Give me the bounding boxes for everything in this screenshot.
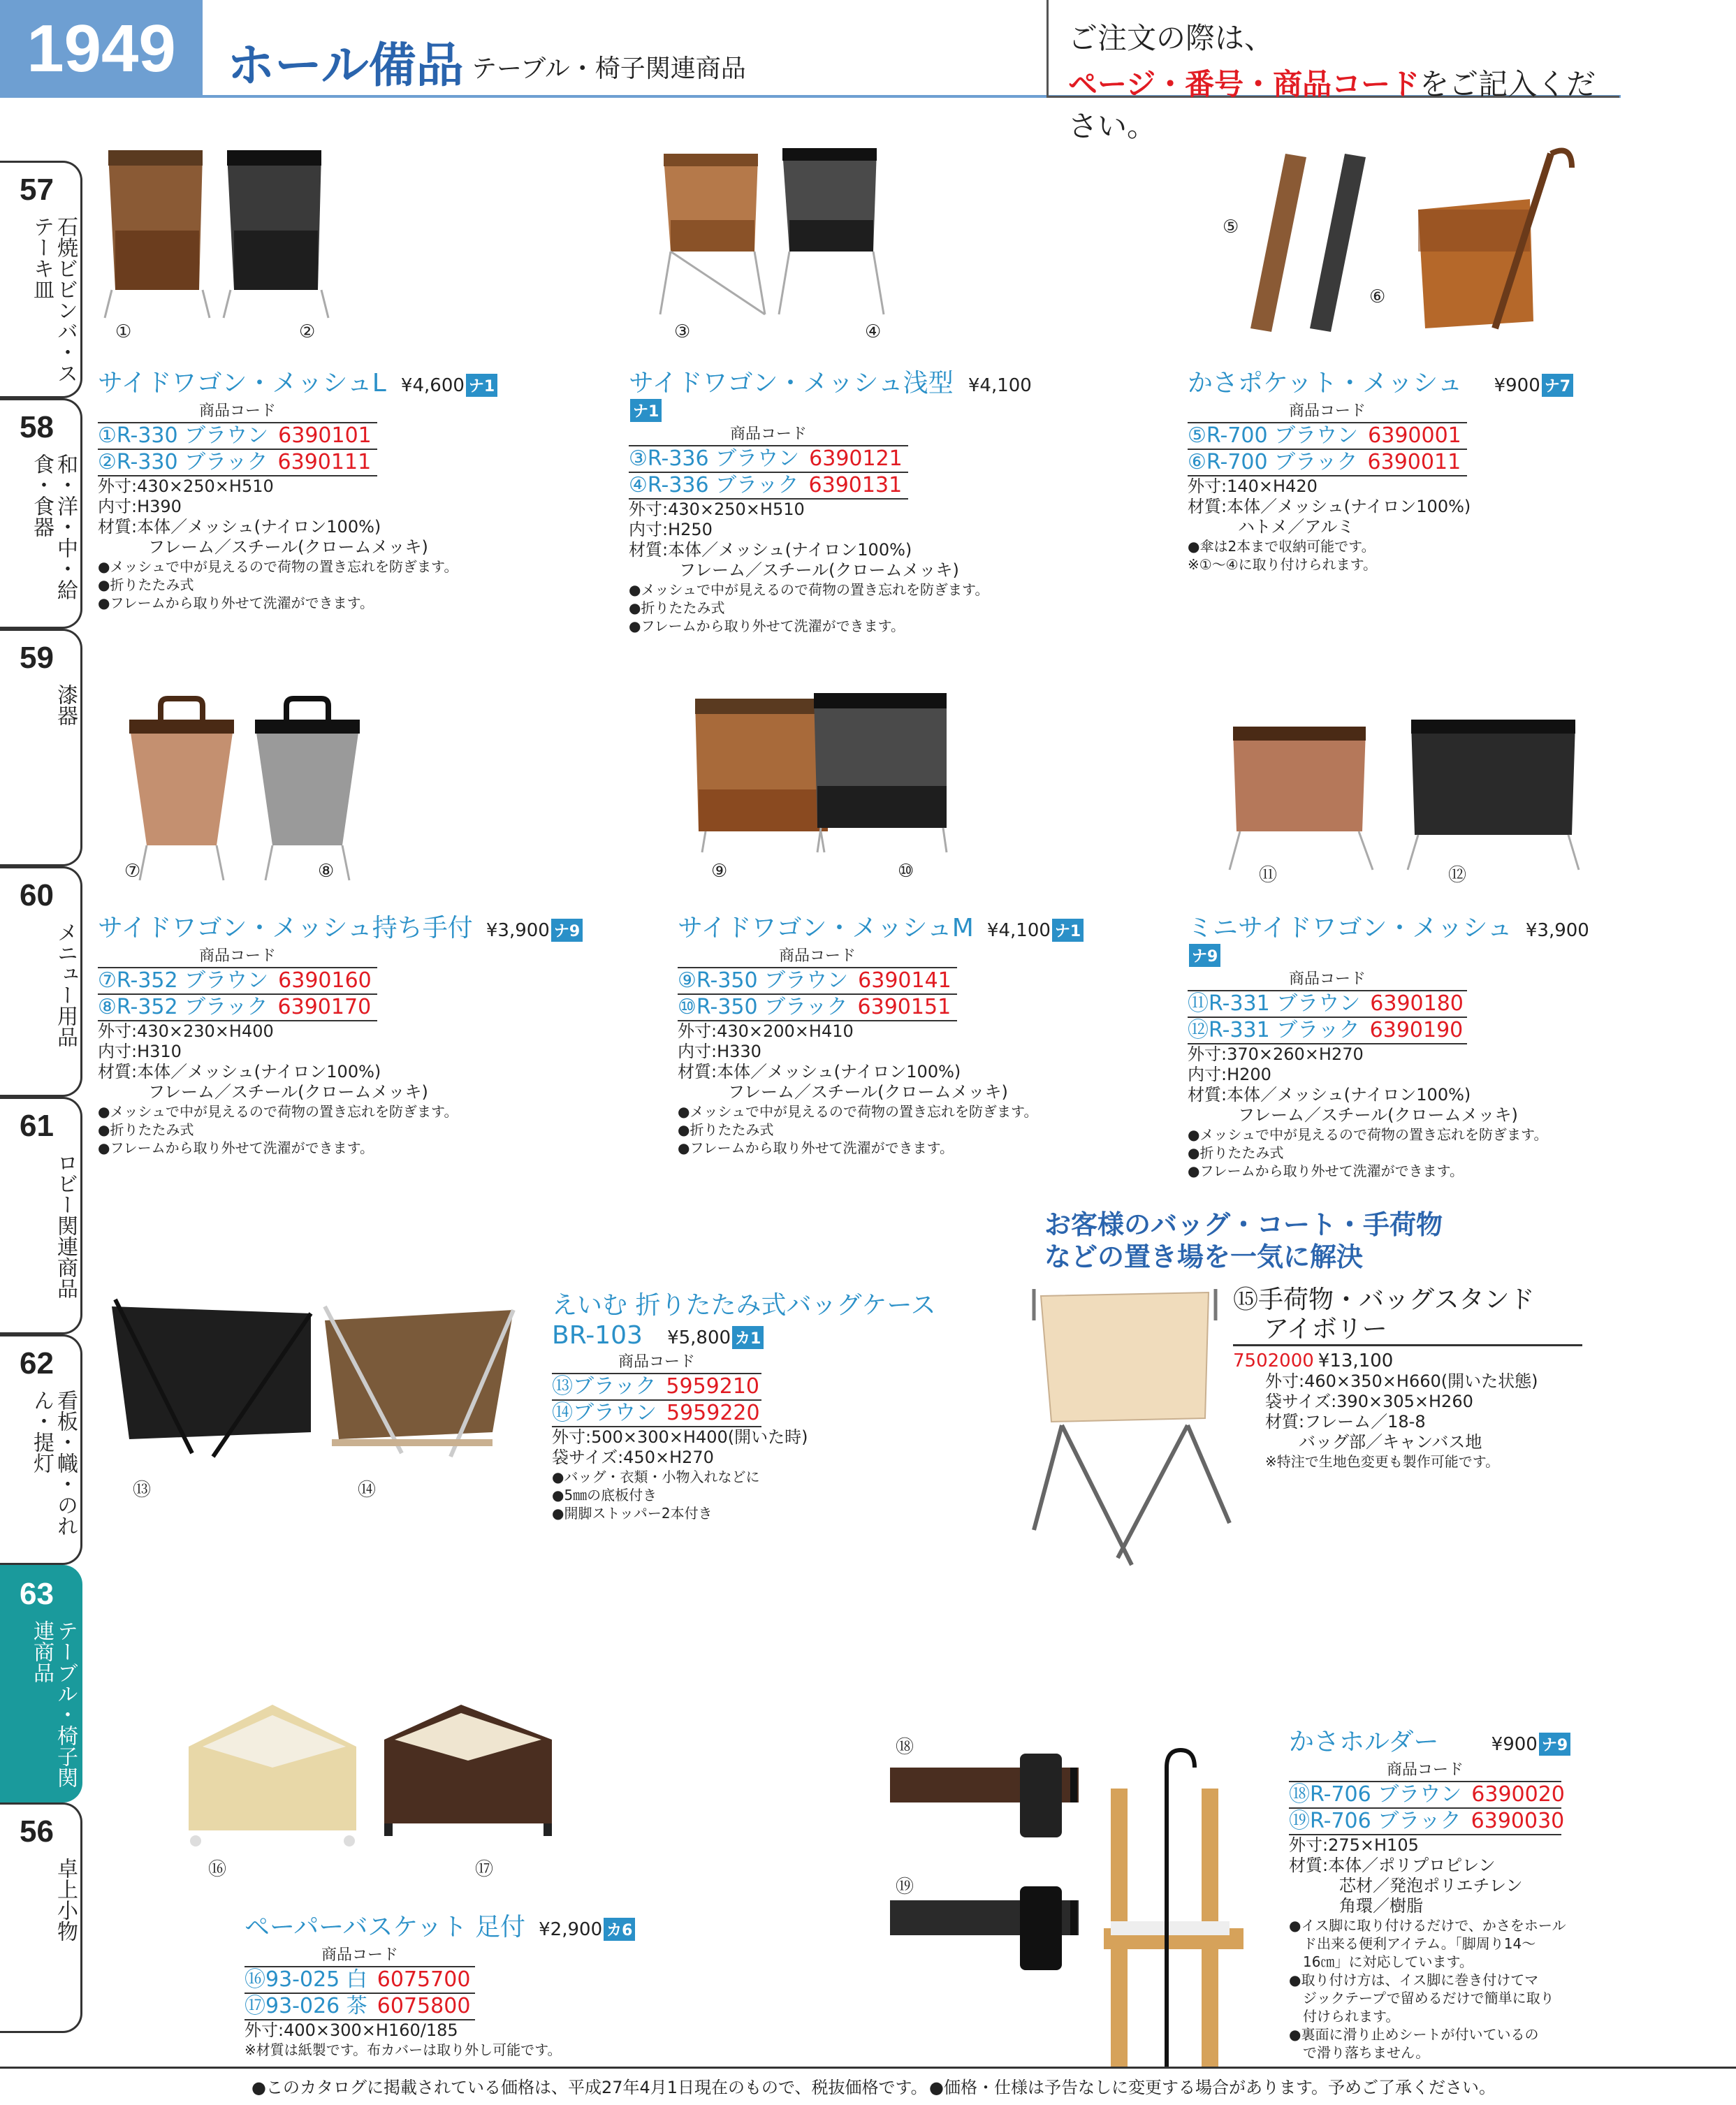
product-price: ¥900: [1491, 1734, 1538, 1755]
product-code: 6390131: [808, 473, 903, 497]
item-number-13: ⑬: [133, 1480, 152, 1501]
product-price: ¥900: [1494, 375, 1540, 396]
spec-line: ●取り付け方は、イス脚に巻き付けてマ: [1289, 1972, 1539, 1988]
code-row: [1289, 1809, 1565, 1835]
spec-line: 材質:本体／メッシュ(ナイロン100%): [678, 1062, 961, 1081]
headline-line1: お客様のバッグ・コート・手荷物: [1044, 1209, 1443, 1240]
section-subtitle: テーブル・椅子関連商品: [472, 54, 746, 83]
code-item-name: ⑫R-331 ブラック: [1188, 1018, 1360, 1042]
product-price: ¥13,100: [1318, 1350, 1394, 1371]
tab-59[interactable]: [0, 629, 82, 866]
code-header: 商品コード: [1188, 967, 1467, 991]
spec-line: ●折りたたみ式: [98, 576, 194, 593]
spec-line: で滑り落ちません。: [1289, 2044, 1430, 2061]
product-title: サイドワゴン・メッシュM: [678, 914, 974, 942]
code-row: [1188, 991, 1467, 1018]
headline-line2: などの置き場を一気に解決: [1044, 1241, 1364, 1272]
spec-line: 材質:本体／メッシュ(ナイロン100%): [629, 540, 912, 560]
code-item-name: ②R-330 ブラック: [98, 450, 268, 474]
product-price: ¥5,800: [667, 1327, 731, 1348]
item-number-10: ⑩: [898, 861, 914, 882]
item-number-14: ⑭: [358, 1480, 377, 1501]
spec-line: 内寸:H330: [678, 1042, 761, 1061]
feature-headline: [1044, 1209, 1443, 1273]
product-badge: ナ7: [1542, 374, 1573, 397]
product-badge: ナ9: [1189, 944, 1220, 967]
spec-line: ●折りたたみ式: [98, 1121, 194, 1138]
order-notice-line1: ご注文の際は、: [1068, 21, 1274, 55]
product-code: 6390170: [277, 995, 372, 1019]
order-notice-rest: をご記入ください。: [1068, 67, 1596, 143]
order-notice-highlight: ページ・番号・商品コード: [1068, 67, 1420, 101]
product-code: 5959220: [666, 1401, 760, 1425]
item-number-19: ⑲: [896, 1877, 914, 1898]
product-badge: ナ1: [630, 399, 662, 422]
spec-line: ●メッシュで中が見えるので荷物の置き忘れを防ぎます。: [678, 1103, 1038, 1120]
spec-line: ●イス脚に取り付けるだけで、かさをホール: [1289, 1917, 1566, 1934]
spec-line: 外寸:275×H105: [1289, 1835, 1419, 1855]
code-item-name: ⑭ブラウン: [552, 1401, 657, 1425]
product-mesh-wagon-shallow: [629, 363, 1062, 635]
product-price: ¥4,100: [968, 375, 1032, 396]
spec-line: 材質:本体／ポリプロピレン: [1289, 1856, 1496, 1875]
product-image-paper-basket: [175, 1691, 566, 1865]
code-row: [678, 968, 957, 995]
item-number-1: ①: [115, 321, 132, 342]
code-item-name: ⑪R-331 ブラウン: [1188, 991, 1361, 1016]
product-badge: ナ1: [466, 374, 497, 397]
product-code: 6390190: [1369, 1018, 1464, 1042]
page-number: 1949: [0, 0, 203, 98]
product-badge: カ1: [732, 1326, 764, 1349]
code-row: [678, 995, 957, 1021]
spec-line: 外寸:430×200×H410: [678, 1021, 854, 1041]
spec-line: ●フレームから取り外せて洗濯ができます。: [629, 618, 905, 634]
tab-number: 61: [20, 1109, 54, 1143]
tab-label: 看板・幟・のれん・提灯: [29, 1390, 78, 1536]
code-header: 商品コード: [678, 944, 957, 968]
code-row: [98, 423, 377, 450]
spec-line: ※①〜④に取り付けられます。: [1188, 556, 1378, 573]
product-title: ペーパーバスケット 足付: [245, 1913, 526, 1942]
spec-line: 材質:本体／メッシュ(ナイロン100%): [98, 1062, 381, 1081]
code-row: [552, 1374, 761, 1401]
product-title: ミニサイドワゴン・メッシュ: [1188, 914, 1512, 942]
tab-number: 57: [20, 173, 54, 207]
spec-line: ●折りたたみ式: [1188, 1144, 1284, 1161]
product-code: 7502000: [1233, 1350, 1314, 1371]
spec-line: フレーム／スチール(クロームメッキ): [98, 537, 428, 557]
tab-label: 漆器: [53, 684, 78, 726]
spec-line: ●フレームから取り外せて洗濯ができます。: [1188, 1163, 1464, 1179]
code-item-name: ④R-336 ブラック: [629, 473, 799, 497]
code-row: [98, 995, 377, 1021]
product-code: 6390151: [857, 995, 951, 1019]
item-number-7: ⑦: [124, 861, 141, 882]
code-item-name: ⑬ブラック: [552, 1374, 657, 1399]
code-header: 商品コード: [1289, 1758, 1561, 1782]
code-item-name: ⑱R-706 ブラウン: [1289, 1782, 1462, 1807]
item-number-3: ③: [674, 321, 691, 342]
product-title: かさポケット・メッシュ: [1188, 369, 1463, 398]
product-image-mesh-wagon-l: [98, 140, 335, 321]
spec-line: ●裏面に滑り止めシートが付いているの: [1289, 2026, 1539, 2043]
spec-line: ●メッシュで中が見えるので荷物の置き忘れを防ぎます。: [98, 1103, 458, 1120]
spec-line: 芯材／発泡ポリエチレン: [1289, 1876, 1523, 1895]
tab-63[interactable]: [0, 1565, 82, 1802]
code-item-name: ⑰93-026 茶: [245, 1994, 367, 2018]
tab-number: 56: [20, 1814, 54, 1849]
spec-line: 外寸:430×250×H510: [629, 500, 805, 519]
product-badge: ナ1: [1052, 919, 1084, 942]
spec-line: 16㎝」に対応しています。: [1289, 1953, 1473, 1970]
spec-line: ジックテープで留めるだけで簡単に取り: [1289, 1990, 1554, 2006]
tab-56[interactable]: [0, 1802, 82, 2033]
spec-line: ●フレームから取り外せて洗濯ができます。: [98, 595, 374, 611]
product-code: 6390160: [278, 968, 372, 993]
code-item-name: ⑤R-700 ブラウン: [1188, 423, 1359, 448]
spec-line: フレーム／スチール(クロームメッキ): [678, 1082, 1008, 1102]
spec-line: 材質:本体／メッシュ(ナイロン100%): [98, 517, 381, 537]
product-umbrella-holder: [1289, 1722, 1596, 2062]
tab-number: 59: [20, 641, 54, 675]
spec-line: ●フレームから取り外せて洗濯ができます。: [678, 1139, 954, 1156]
product-mesh-wagon-l: [98, 363, 517, 612]
spec-line: 角環／樹脂: [1289, 1896, 1423, 1916]
code-row: [245, 1994, 475, 2020]
product-code: 6390020: [1471, 1782, 1565, 1807]
code-row: [1188, 450, 1467, 476]
product-badge: カ6: [604, 1918, 635, 1941]
product-code: 6390011: [1367, 450, 1461, 474]
code-row: [552, 1401, 761, 1427]
spec-line: ※材質は紙製です。布カバーは取り外し可能です。: [245, 2041, 562, 2058]
product-badge: ナ9: [551, 919, 583, 942]
spec-line: 袋サイズ:390×305×H260: [1265, 1392, 1473, 1411]
code-header: 商品コード: [552, 1350, 761, 1374]
code-row: [98, 450, 377, 476]
product-mesh-wagon-m: [678, 908, 1153, 1157]
footer-divider: [0, 2067, 1736, 2069]
footnote-changes: ●価格・仕様は予告なしに変更する場合があります。予めご了承ください。: [929, 2078, 1496, 2097]
product-code: 6390141: [858, 968, 951, 993]
code-item-name: ⑨R-350 ブラウン: [678, 968, 849, 993]
product-price: ¥3,900: [1525, 920, 1589, 941]
code-header: 商品コード: [1188, 399, 1467, 423]
product-price: ¥3,900: [486, 920, 550, 941]
code-row: [1289, 1782, 1565, 1809]
item-number-4: ④: [865, 321, 882, 342]
spec-line: ハトメ／アルミ: [1188, 517, 1355, 537]
spec-line: 内寸:H390: [98, 497, 182, 516]
product-code: 6390180: [1370, 991, 1464, 1016]
product-bag-stand: [1233, 1285, 1596, 1471]
code-row: [1188, 1018, 1467, 1044]
product-bag-case: [552, 1285, 985, 1522]
item-number-5: ⑤: [1223, 217, 1239, 238]
product-image-umbrella-pocket: [1202, 140, 1593, 342]
tab-label: 卓上小物: [53, 1858, 78, 1942]
product-title: ⑮手荷物・バッグスタンド: [1233, 1285, 1535, 1314]
footnote-price: ●このカタログに掲載されている価格は、平成27年4月1日現在のもので、税抜価格です。: [251, 2078, 928, 2097]
product-title: サイドワゴン・メッシュL: [98, 369, 386, 398]
item-number-16: ⑯: [208, 1859, 227, 1880]
spec-line: 外寸:140×H420: [1188, 476, 1318, 496]
spec-line: 内寸:H310: [98, 1042, 182, 1061]
spec-line: ●フレームから取り外せて洗濯ができます。: [98, 1139, 374, 1156]
tab-60[interactable]: [0, 866, 82, 1097]
product-image-mini-mesh-wagon: [1226, 713, 1589, 880]
product-mesh-wagon-handle: [98, 908, 587, 1157]
spec-line: ※特注で生地色変更も製作可能です。: [1265, 1453, 1500, 1470]
code-item-name: ③R-336 ブラウン: [629, 446, 800, 471]
spec-line: ●メッシュで中が見えるので荷物の置き忘れを防ぎます。: [629, 581, 989, 598]
product-paper-basket: [245, 1907, 678, 2059]
code-row: [245, 1967, 475, 1994]
code-header: 商品コード: [629, 422, 908, 446]
product-code: 6390101: [278, 423, 372, 448]
tab-number: 63: [20, 1577, 54, 1611]
item-number-6: ⑥: [1369, 286, 1386, 307]
tab-label: メニュー用品: [53, 922, 78, 1047]
spec-line: ●傘は2本まで収納可能です。: [1188, 538, 1376, 555]
code-item-name: ⑧R-352 ブラック: [98, 995, 268, 1019]
product-title: サイドワゴン・メッシュ浅型: [629, 369, 954, 398]
product-model: BR-103: [552, 1321, 643, 1350]
tab-number: 58: [20, 410, 54, 444]
tab-label: ロビー関連商品: [53, 1152, 78, 1299]
product-price: ¥4,100: [986, 920, 1051, 941]
spec-line: 袋サイズ:450×H270: [552, 1448, 714, 1467]
code-row: [629, 446, 908, 473]
order-notice-line2: [1068, 61, 1619, 145]
spec-line: ●折りたたみ式: [629, 599, 725, 616]
product-umbrella-pocket: [1188, 363, 1621, 574]
tab-label: 和・洋・中・給食・食器: [29, 453, 78, 600]
spec-line: 外寸:430×230×H400: [98, 1021, 274, 1041]
code-row: [629, 473, 908, 500]
product-price: ¥2,900: [539, 1919, 603, 1940]
spec-line: ド出来る便利アイテム。「脚周り14〜: [1289, 1935, 1536, 1952]
code-row: [1188, 423, 1467, 450]
code-header: 商品コード: [245, 1943, 475, 1967]
product-title: えいむ 折りたたみ式バッグケース: [552, 1291, 936, 1320]
spec-line: 内寸:H200: [1188, 1065, 1271, 1084]
code-item-name: ⑯93-025 白: [245, 1967, 367, 1992]
tab-number: 60: [20, 878, 54, 912]
tab-61[interactable]: [0, 1097, 82, 1334]
item-number-17: ⑰: [475, 1859, 494, 1880]
spec-line: 材質:本体／メッシュ(ナイロン100%): [1188, 1085, 1471, 1105]
spec-line: 材質:フレーム／18-8: [1265, 1412, 1426, 1432]
code-row: [98, 968, 377, 995]
product-image-mesh-wagon-shallow: [653, 140, 891, 321]
spec-line: 外寸:460×350×H660(開いた状態): [1265, 1371, 1538, 1391]
tab-number: 62: [20, 1346, 54, 1381]
product-mini-mesh-wagon: [1188, 908, 1621, 1180]
product-code: 6075700: [377, 1967, 471, 1992]
spec-line: ●バッグ・衣類・小物入れなどに: [552, 1469, 760, 1485]
spec-line: フレーム／スチール(クロームメッキ): [629, 560, 959, 580]
product-title: サイドワゴン・メッシュ持ち手付: [98, 914, 473, 942]
spec-line: フレーム／スチール(クロームメッキ): [1188, 1105, 1518, 1125]
product-color: アイボリー: [1233, 1315, 1582, 1346]
product-image-umbrella-holder: [887, 1747, 1278, 2082]
product-code: 6390001: [1368, 423, 1461, 448]
spec-line: 外寸:400×300×H160/185: [245, 2020, 458, 2040]
product-code: 6390111: [277, 450, 372, 474]
spec-line: 外寸:500×300×H400(開いた時): [552, 1427, 808, 1447]
spec-line: ●メッシュで中が見えるので荷物の置き忘れを防ぎます。: [98, 558, 458, 575]
item-number-11: ⑪: [1259, 865, 1278, 886]
item-number-2: ②: [299, 321, 316, 342]
product-code: 6075800: [377, 1994, 471, 2018]
code-header: 商品コード: [98, 399, 377, 423]
item-number-9: ⑨: [711, 861, 728, 882]
tab-57[interactable]: [0, 161, 82, 398]
product-code: 6390121: [809, 446, 903, 471]
product-badge: ナ9: [1539, 1733, 1570, 1756]
spec-line: 付けられます。: [1289, 2008, 1400, 2025]
tab-label: テーブル・椅子関連商品: [29, 1620, 78, 1788]
order-notice: [1046, 0, 1619, 143]
code-header: 商品コード: [98, 944, 377, 968]
spec-line: 材質:本体／メッシュ(ナイロン100%): [1188, 497, 1471, 516]
product-image-bag-stand: [1020, 1279, 1237, 1572]
tab-62[interactable]: [0, 1334, 82, 1565]
product-price: ¥4,600: [400, 375, 465, 396]
product-code: 6390030: [1471, 1809, 1565, 1833]
product-title: かさホルダー: [1289, 1728, 1439, 1756]
spec-line: ●開脚ストッパー2本付き: [552, 1505, 713, 1522]
code-item-name: ⑲R-706 ブラック: [1289, 1809, 1461, 1833]
spec-line: 内寸:H250: [629, 520, 713, 539]
spec-line: フレーム／スチール(クロームメッキ): [98, 1082, 428, 1102]
spec-line: ●折りたたみ式: [678, 1121, 774, 1138]
item-number-8: ⑧: [318, 861, 335, 882]
item-number-12: ⑫: [1448, 865, 1467, 886]
item-number-18: ⑱: [896, 1737, 914, 1758]
code-item-name: ⑩R-350 ブラック: [678, 995, 848, 1019]
spec-line: ●5㎜の底板付き: [552, 1487, 657, 1503]
code-item-name: ⑦R-352 ブラウン: [98, 968, 269, 993]
code-item-name: ①R-330 ブラウン: [98, 423, 269, 448]
section-title: ホール備品: [227, 38, 464, 94]
spec-line: ●メッシュで中が見えるので荷物の置き忘れを防ぎます。: [1188, 1126, 1548, 1143]
spec-line: 外寸:370×260×H270: [1188, 1044, 1364, 1064]
product-code: 5959210: [666, 1374, 760, 1399]
tab-58[interactable]: [0, 398, 82, 629]
code-item-name: ⑥R-700 ブラック: [1188, 450, 1358, 474]
product-image-bag-case: [101, 1272, 534, 1481]
spec-line: バッグ部／キャンバス地: [1265, 1432, 1482, 1452]
tab-label: 石焼ビビンバ・ステーキ皿: [29, 216, 78, 384]
product-image-mesh-wagon-m: [688, 692, 954, 866]
spec-line: 外寸:430×250×H510: [98, 476, 274, 496]
